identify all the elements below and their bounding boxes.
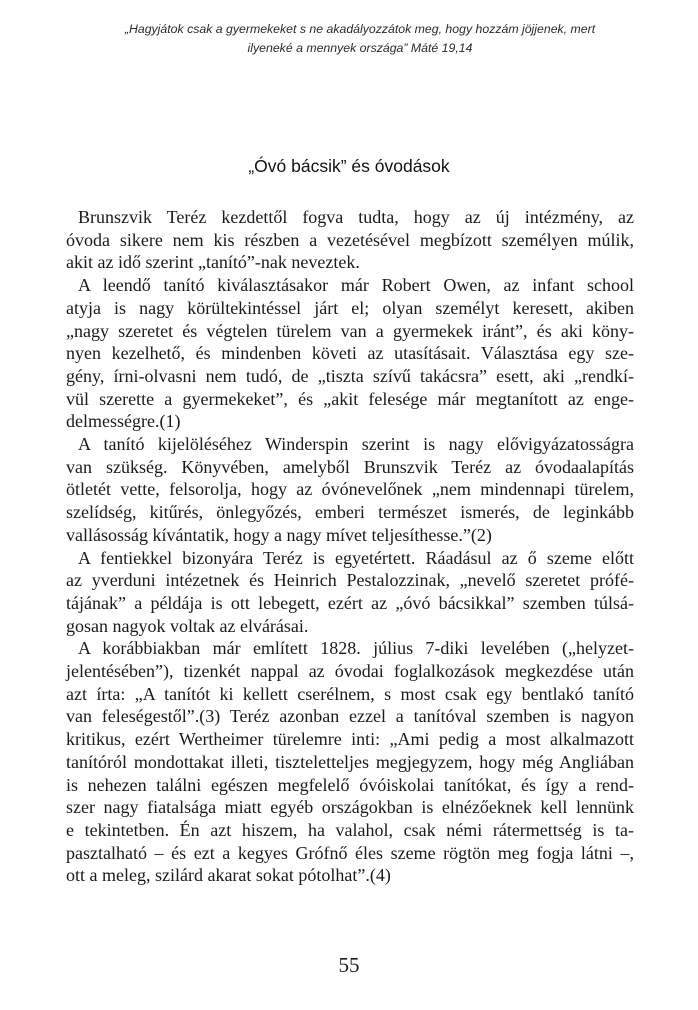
- page-number: 55: [338, 953, 360, 977]
- text-line: e tekintetben. Én azt hiszem, ha valahol, csak némi rátermettség is ta-: [66, 819, 634, 840]
- text-line: kritikus, ezért Wertheimer türelemre inti: „Ami pedig a most alkalmazott: [66, 729, 634, 750]
- text-line: gény, írni-olvasni nem tudó, de „tiszta szívű takácsra” esett, aki „rendkí-: [66, 365, 634, 386]
- text-line: A fentiekkel bizonyára Teréz is egyetértett. Ráadásul az ő szeme előtt: [78, 547, 634, 568]
- text-line: delmességre.(1): [66, 411, 181, 432]
- text-line: tájának” a példája is ott lebegett, ezért az „óvó bácsikkal” szemben túlsá-: [66, 592, 634, 613]
- text-line: azt írta: „A tanítót ki kellett cserélnem, s most csak egy bentlakó tanító: [66, 683, 634, 704]
- epigraph-line: „Hagyjátok csak a gyermekeket s ne akadályozzátok meg, hogy hozzám jöjjenek, mert: [124, 22, 596, 36]
- text-line: tanítóról mondottakat illeti, tiszteletteljes megjegyzem, hogy még Angliában: [66, 751, 634, 772]
- text-line: A leendő tanító kiválasztásakor már Robert Owen, az infant school: [78, 275, 634, 296]
- text-line: akit az idő szerint „tanító”-nak neveztek.: [66, 252, 360, 273]
- text-line: is nehezen találni egészen megfelelő óvóiskolai tanítókat, és így a rend-: [66, 774, 634, 795]
- text-line: A korábbiakban már említett 1828. július 7-diki levelében („helyzet-: [78, 638, 634, 659]
- text-line: atyja is nagy körültekintéssel járt el; olyan személyt keresett, akiben: [66, 297, 634, 318]
- text-line: szelídség, kitűrés, önlegyőzés, emberi természet ismerés, de leginkább: [66, 502, 634, 523]
- text-line: van szükség. Könyvében, amelyből Brunszvik Teréz az óvodaalapítás: [66, 456, 634, 477]
- text-line: ott a meleg, szilárd akarat sokat pótolhat”.(4): [66, 865, 391, 886]
- text-line: vül szerette a gyermekeket”, és „akit felesége már megtanított az enge-: [66, 388, 634, 409]
- text-line: van feleségestől”.(3) Teréz azonban ezzel a tanítóval szemben is nagyon: [66, 706, 634, 727]
- text-line: szer nagy fiatalsága miatt egyéb országokban is elnézőeknek kell lennünk: [66, 797, 634, 818]
- body-text: [66, 206, 634, 887]
- text-line: „nagy szeretet és végtelen türelem van a gyermekek iránt”, és aki köny-: [66, 320, 634, 341]
- text-line: nyen kezelhető, és mindenben követi az utasításait. Választása egy sze-: [66, 343, 634, 364]
- text-line: A tanító kijelöléséhez Winderspin szerint is nagy elővigyázatosságra: [78, 434, 634, 455]
- text-line: vallásosság kívántatik, hogy a nagy mívet teljesíthesse.”(2): [66, 524, 492, 545]
- text-line: jelentésében”), tizenkét nappal az óvodai foglalkozások megkezdése után: [66, 661, 634, 682]
- text-line: az yverduni intézetnek és Heinrich Pestalozzinak, „nevelő szeretet prófé-: [66, 570, 634, 591]
- text-line: Brunszvik Teréz kezdettől fogva tudta, hogy az új intézmény, az: [78, 207, 634, 227]
- text-line: pasztalható – és ezt a kegyes Grófnő éles szeme rögtön meg fogja látni –,: [66, 842, 634, 863]
- epigraph-line: ilyeneké a mennyek országa” Máté 19,14: [247, 41, 473, 55]
- text-line: óvoda sikere nem kis részben a vezetésével megbízott személyen múlik,: [66, 229, 634, 250]
- chapter-title: „Óvó bácsik” és óvodások: [248, 156, 450, 176]
- epigraph: [60, 20, 660, 58]
- text-line: gosan nagyok voltak az elvárásai.: [66, 615, 309, 636]
- text-line: ötletét vette, felsorolja, hogy az óvónevelőnek „nem mindennapi türelem,: [66, 479, 634, 500]
